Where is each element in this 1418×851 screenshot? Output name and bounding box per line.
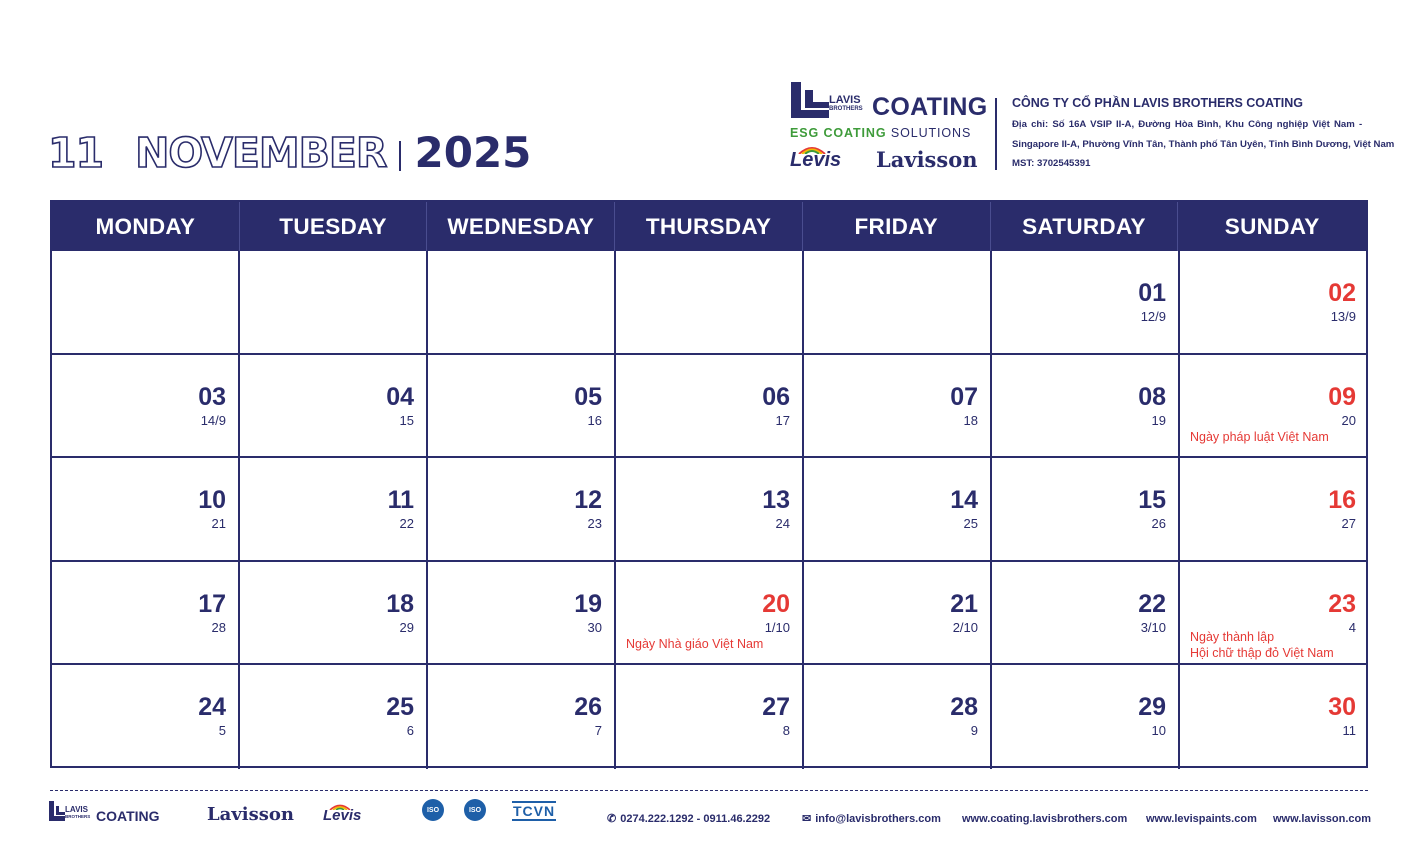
- day-cell: [240, 562, 428, 666]
- footer-coating: COATING: [96, 808, 160, 824]
- lavis-brothers-logo-icon: [789, 80, 831, 120]
- lunar-date: 15: [399, 412, 414, 428]
- lunar-date: 8: [782, 723, 790, 738]
- lunar-date: 27: [1341, 516, 1356, 531]
- brand-tagline: [790, 126, 971, 140]
- empty-day-cell: [616, 251, 804, 355]
- day-cell: [1180, 665, 1368, 769]
- levis-logo: Levis: [790, 149, 842, 171]
- empty-day-cell: [428, 251, 616, 355]
- lunar-date: 14/9: [200, 412, 226, 428]
- phone-icon: ✆: [607, 813, 617, 825]
- lunar-date: 23: [587, 516, 602, 531]
- lunar-date: 11: [1342, 723, 1356, 738]
- lunar-date: 7: [594, 723, 602, 738]
- day-cells: [52, 251, 1366, 769]
- day-number: 30: [1328, 693, 1356, 721]
- footer-levis-logo: Levis: [323, 807, 362, 824]
- day-number: 20: [762, 589, 790, 618]
- lunar-date: 18: [963, 412, 978, 428]
- calendar-title: [48, 128, 531, 178]
- lunar-date: 4: [1348, 619, 1356, 635]
- footer-phone: [607, 812, 770, 826]
- brand-coating: COATING: [872, 93, 988, 121]
- logo-mini-text: [829, 94, 863, 113]
- phone-text: 0274.222.1292 - 0911.46.2292: [620, 813, 771, 825]
- brand-divider: [995, 98, 997, 170]
- day-number: 11: [387, 486, 414, 514]
- lunar-date: 10: [1151, 723, 1166, 738]
- day-number: 05: [574, 382, 602, 411]
- day-number: 15: [1138, 486, 1166, 514]
- day-number: 25: [386, 693, 414, 721]
- iso-badge-icon: ISO: [422, 799, 444, 821]
- holiday-note: Ngày Nhà giáo Việt Nam: [626, 636, 764, 651]
- day-number: 07: [950, 382, 978, 411]
- day-number: 26: [574, 693, 602, 721]
- holiday-note: Ngày thành lập Hội chữ thập đỏ Việt Nam: [1190, 629, 1334, 660]
- day-cell: [52, 355, 240, 459]
- lunar-date: 21: [211, 516, 226, 531]
- day-cell: [616, 562, 804, 666]
- website-lavisson-link[interactable]: www.lavisson.com: [1273, 813, 1372, 825]
- lavisson-logo: Lavisson: [876, 147, 978, 172]
- day-number: 24: [198, 693, 226, 721]
- lunar-date: 16: [587, 412, 602, 428]
- lunar-date: 25: [963, 516, 978, 531]
- lunar-date: 29: [399, 619, 414, 635]
- day-cell: [804, 458, 992, 562]
- day-number: 14: [950, 486, 978, 514]
- weekday-sunday: SUNDAY: [1224, 213, 1320, 239]
- footer-mini-line-1: LAVIS: [65, 805, 88, 814]
- day-number: 27: [762, 693, 790, 721]
- day-number: 09: [1328, 382, 1356, 411]
- lunar-date: 2/10: [952, 619, 978, 635]
- day-cell: [1180, 355, 1368, 459]
- day-number: 22: [1138, 589, 1166, 618]
- footer-lavisson-logo: Lavisson: [207, 804, 294, 825]
- lunar-date: 5: [218, 723, 226, 738]
- footer-logo-mini-text: [65, 806, 90, 819]
- day-cell: [240, 458, 428, 562]
- year: 2025: [414, 128, 532, 177]
- footer-mini-line-2: BROTHERS: [65, 814, 91, 819]
- company-name: CÔNG TY CỔ PHẦN LAVIS BROTHERS COATING: [1012, 96, 1303, 110]
- day-cell: [52, 665, 240, 769]
- empty-day-cell: [52, 251, 240, 355]
- lunar-date: 28: [211, 619, 226, 635]
- day-cell: [804, 355, 992, 459]
- day-cell: [428, 665, 616, 769]
- website-coating-link[interactable]: www.coating.lavisbrothers.com: [962, 813, 1128, 825]
- day-cell: [428, 355, 616, 459]
- day-cell: [804, 562, 992, 666]
- day-cell: [240, 355, 428, 459]
- lunar-date: 1/10: [764, 619, 790, 635]
- day-cell: [1180, 251, 1368, 355]
- empty-day-cell: [240, 251, 428, 355]
- day-number: 21: [950, 589, 978, 618]
- tagline-green: ESG COATING: [790, 126, 887, 140]
- mail-icon: ✉: [802, 813, 812, 825]
- calendar-grid: [50, 200, 1368, 768]
- website-levis-link[interactable]: www.levispaints.com: [1146, 813, 1257, 825]
- day-number: 04: [386, 382, 414, 411]
- lunar-date: 22: [399, 516, 414, 531]
- lunar-date: 13/9: [1330, 309, 1356, 324]
- footer-email[interactable]: [802, 812, 941, 826]
- lunar-date: 6: [406, 723, 414, 738]
- day-cell: [804, 665, 992, 769]
- holiday-note: Ngày pháp luật Việt Nam: [1190, 429, 1329, 444]
- day-cell: [992, 355, 1180, 459]
- day-cell: [1180, 458, 1368, 562]
- day-cell: [616, 355, 804, 459]
- day-number: 02: [1328, 279, 1356, 307]
- day-number: 10: [198, 486, 226, 514]
- day-number: 23: [1328, 589, 1356, 618]
- address-line-2: Singapore II-A, Phường Vĩnh Tân, Thành phố Tân Uyên, Tỉnh Bình Dương, Việt Nam: [1012, 139, 1395, 150]
- weekday-monday: MONDAY: [52, 202, 240, 251]
- tax-code: MST: 3702545391: [1012, 158, 1091, 169]
- day-cell: [428, 562, 616, 666]
- day-cell: [428, 458, 616, 562]
- day-number: 16: [1328, 486, 1356, 514]
- day-number: 18: [386, 589, 414, 618]
- day-number: 01: [1138, 279, 1166, 307]
- day-number: 12: [574, 486, 602, 514]
- weekday-wednesday: WEDNESDAY: [427, 202, 615, 251]
- logo-mini-line-1: LAVIS: [829, 94, 861, 106]
- title-divider: [399, 141, 401, 171]
- weekday-thursday: THURSDAY: [615, 202, 803, 251]
- day-cell: [992, 665, 1180, 769]
- lunar-date: 9: [970, 723, 978, 738]
- lunar-date: 19: [1151, 412, 1166, 428]
- day-cell: [52, 562, 240, 666]
- address-line-1: Địa chỉ: Số 16A VSIP II-A, Đường Hòa Bình, Khu Công nghiệp Việt Nam -: [1012, 119, 1363, 130]
- day-cell: [992, 562, 1180, 666]
- day-cell: [1180, 562, 1368, 666]
- weekday-friday: FRIDAY: [803, 202, 991, 251]
- day-number: 28: [950, 693, 978, 721]
- email-text: info@lavisbrothers.com: [815, 813, 941, 825]
- tcvn-badge: TCVN: [513, 803, 556, 819]
- day-number: 08: [1138, 382, 1166, 411]
- lunar-date: 17: [775, 412, 790, 428]
- day-cell: [616, 458, 804, 562]
- lunar-date: 12/9: [1140, 309, 1166, 324]
- month-name: NOVEMBER: [135, 128, 387, 177]
- day-cell: [52, 458, 240, 562]
- lunar-date: 26: [1151, 516, 1166, 531]
- day-cell: [240, 665, 428, 769]
- month-number: 11: [48, 128, 104, 177]
- weekday-header: [52, 202, 1366, 251]
- lunar-date: 24: [775, 516, 790, 531]
- day-cell: [992, 251, 1180, 355]
- day-number: 17: [198, 589, 226, 618]
- empty-day-cell: [804, 251, 992, 355]
- footer-lavis-logo-icon: [48, 800, 66, 822]
- iso-badge-icon: ISO: [464, 799, 486, 821]
- day-number: 03: [198, 382, 226, 411]
- lunar-date: 3/10: [1140, 619, 1166, 635]
- day-number: 06: [762, 382, 790, 411]
- weekday-tuesday: TUESDAY: [240, 202, 428, 251]
- logo-mini-line-2: BROTHERS: [829, 106, 863, 112]
- tagline-navy: SOLUTIONS: [890, 126, 972, 140]
- day-number: 13: [762, 486, 790, 514]
- day-number: 19: [574, 589, 602, 618]
- lunar-date: 20: [1341, 412, 1356, 428]
- weekday-saturday: SATURDAY: [991, 202, 1179, 251]
- day-number: 29: [1138, 693, 1166, 721]
- day-cell: [616, 665, 804, 769]
- dashed-separator: [50, 790, 1368, 791]
- lunar-date: 30: [587, 619, 602, 635]
- day-cell: [992, 458, 1180, 562]
